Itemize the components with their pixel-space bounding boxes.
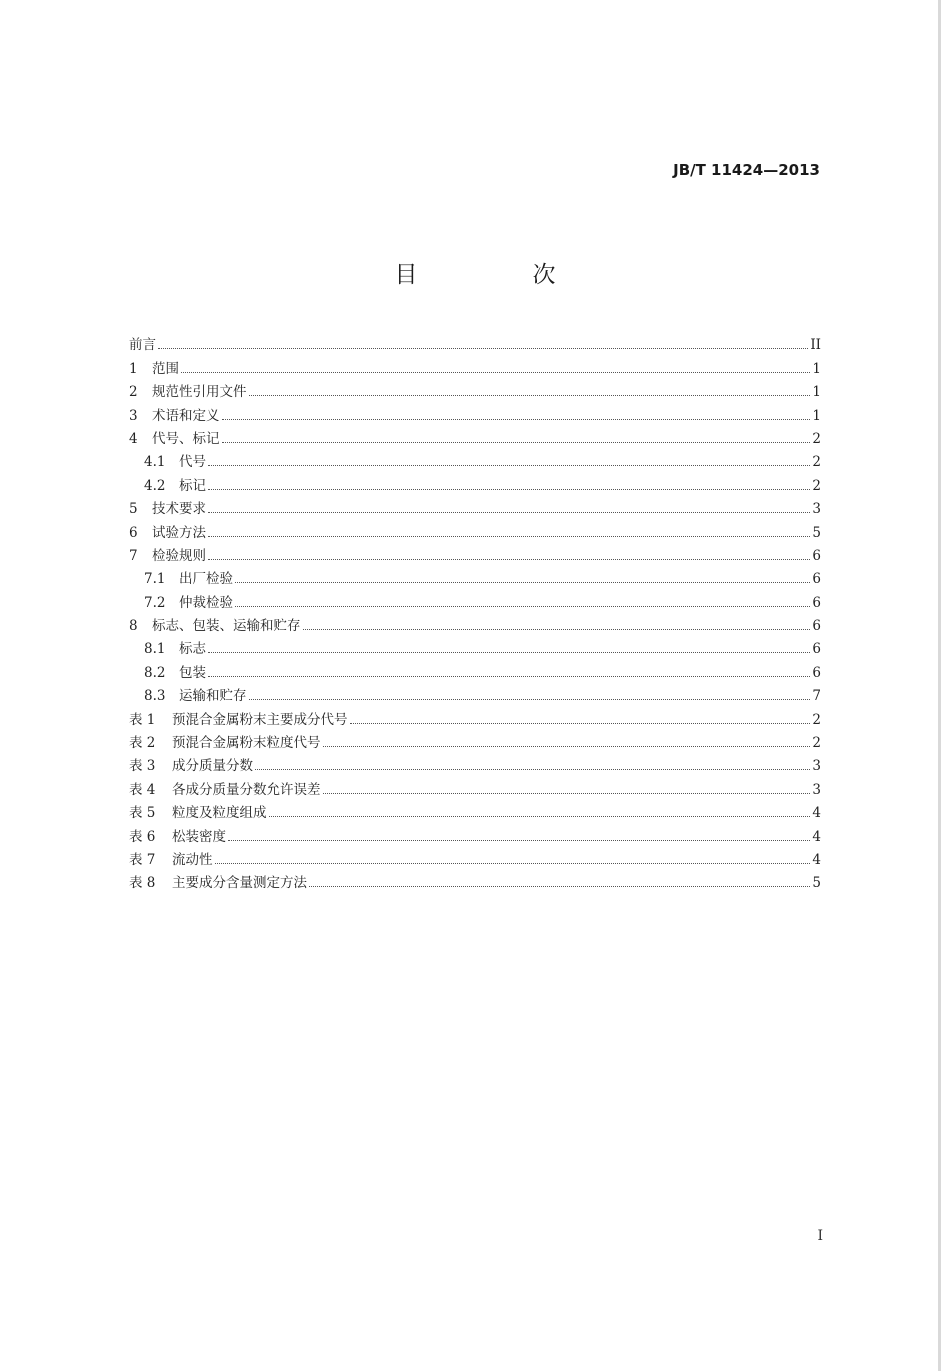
toc-entry-number: 8.2 xyxy=(144,664,166,681)
toc-dot-leader xyxy=(269,815,811,817)
toc-entry-title: 代号、标记 xyxy=(152,430,220,447)
toc-entry-number: 7.1 xyxy=(144,571,166,588)
toc-entry-title: 试验方法 xyxy=(152,524,206,541)
toc-dot-leader xyxy=(208,464,810,466)
toc-title: 目 次 xyxy=(394,262,602,288)
toc-dot-leader xyxy=(249,698,811,700)
toc-entry-page: 7 xyxy=(812,688,821,705)
toc-dot-leader xyxy=(323,745,811,747)
toc-entry-page: 3 xyxy=(812,501,821,518)
toc-entry-page: 2 xyxy=(812,477,821,494)
toc-entry-number: 4 xyxy=(129,430,138,447)
toc-dot-leader xyxy=(255,768,810,770)
toc-entry-page: 6 xyxy=(812,571,821,588)
toc-entry[interactable] xyxy=(129,822,821,845)
toc-entry-number: 8.1 xyxy=(144,641,166,658)
toc-entry-title: 包装 xyxy=(179,664,206,681)
toc-entry-number: 8.3 xyxy=(144,688,166,705)
toc-entry-title: 成分质量分数 xyxy=(172,758,253,775)
toc-entry[interactable] xyxy=(129,378,821,401)
toc-entry-number: 7 xyxy=(129,547,138,564)
toc-entry-number: 表 6 xyxy=(129,828,156,845)
toc-entry[interactable] xyxy=(129,354,821,377)
toc-dot-leader xyxy=(208,651,810,653)
toc-dot-leader xyxy=(222,441,811,443)
toc-entry-page: 3 xyxy=(812,781,821,798)
toc-entry-page: 3 xyxy=(812,758,821,775)
toc-dot-leader xyxy=(215,862,811,864)
toc-entry[interactable] xyxy=(129,542,821,565)
toc-entry-title: 术语和定义 xyxy=(152,407,220,424)
toc-entry-title: 运输和贮存 xyxy=(179,688,247,705)
toc-entry-number: 3 xyxy=(129,407,138,424)
toc-entry-page: 6 xyxy=(812,594,821,611)
toc-entry-title: 出厂检验 xyxy=(179,571,233,588)
toc-entry-page: 4 xyxy=(812,851,821,868)
toc-dot-leader xyxy=(303,628,811,630)
toc-dot-leader xyxy=(222,418,811,420)
toc-entry-number: 7.2 xyxy=(144,594,166,611)
toc-entry-page: 1 xyxy=(812,360,821,377)
toc-dot-leader xyxy=(309,885,810,887)
toc-entry-page: 5 xyxy=(812,875,821,892)
toc-entry-number: 1 xyxy=(129,360,138,377)
toc-entry[interactable] xyxy=(129,612,821,635)
toc-entry-number: 表 3 xyxy=(129,758,156,775)
toc-entry[interactable] xyxy=(129,401,821,424)
toc-entry-title: 预混合金属粉末主要成分代号 xyxy=(172,711,348,728)
toc-entry-page: 5 xyxy=(812,524,821,541)
toc-dot-leader xyxy=(208,488,810,490)
toc-entry[interactable] xyxy=(129,846,821,869)
toc-entry-number: 4.2 xyxy=(144,477,166,494)
toc-entry-title: 前言 xyxy=(129,337,156,354)
toc-dot-leader xyxy=(323,792,811,794)
toc-entry-title: 流动性 xyxy=(172,851,213,868)
toc-entry-page: 2 xyxy=(812,711,821,728)
toc-entry[interactable] xyxy=(129,658,821,681)
toc-entry-title: 松装密度 xyxy=(172,828,226,845)
toc-dot-leader xyxy=(228,839,810,841)
toc-entry-page: 6 xyxy=(812,641,821,658)
toc-entry-number: 表 8 xyxy=(129,875,156,892)
toc-entry-title: 范围 xyxy=(152,360,179,377)
toc-entry-page: 4 xyxy=(812,828,821,845)
toc-entry[interactable] xyxy=(129,752,821,775)
toc-entry[interactable] xyxy=(129,331,821,354)
toc-entry-title: 标志、包装、运输和贮存 xyxy=(152,618,301,635)
page-number: I xyxy=(817,1228,823,1244)
toc-entry[interactable] xyxy=(129,565,821,588)
toc-entry[interactable] xyxy=(129,682,821,705)
toc-entry-title: 技术要求 xyxy=(152,501,206,518)
toc-entry-page: II xyxy=(810,337,821,354)
toc-entry-page: 6 xyxy=(812,664,821,681)
toc-entry-page: 1 xyxy=(812,384,821,401)
toc-entry-title: 检验规则 xyxy=(152,547,206,564)
toc-entry[interactable] xyxy=(129,635,821,658)
toc-entry[interactable] xyxy=(129,775,821,798)
toc-entry-title: 各成分质量分数允许误差 xyxy=(172,781,321,798)
toc-dot-leader xyxy=(158,347,808,349)
toc-entry-number: 表 7 xyxy=(129,851,156,868)
toc-entry-number: 2 xyxy=(129,384,138,401)
toc-dot-leader xyxy=(208,558,810,560)
toc-entry-page: 4 xyxy=(812,805,821,822)
toc-entry[interactable] xyxy=(129,869,821,892)
toc-entry-number: 8 xyxy=(129,618,138,635)
standard-number: JB/T 11424—2013 xyxy=(673,161,820,179)
toc-entry-number: 5 xyxy=(129,501,138,518)
toc-entry-number: 表 5 xyxy=(129,805,156,822)
toc-dot-leader xyxy=(249,394,811,396)
toc-entry[interactable] xyxy=(129,799,821,822)
toc-entry-title: 预混合金属粉末粒度代号 xyxy=(172,735,321,752)
toc-dot-leader xyxy=(235,605,810,607)
toc-entry[interactable] xyxy=(129,588,821,611)
toc-entry-page: 2 xyxy=(812,430,821,447)
toc-entry-title: 粒度及粒度组成 xyxy=(172,805,267,822)
toc-dot-leader xyxy=(235,581,810,583)
toc-entry-number: 表 2 xyxy=(129,735,156,752)
toc-entry-title: 代号 xyxy=(179,454,206,471)
toc-entry[interactable] xyxy=(129,705,821,728)
page-edge-shadow xyxy=(938,0,941,1371)
toc-dot-leader xyxy=(181,371,810,373)
toc-entry-page: 6 xyxy=(812,547,821,564)
toc-entry-title: 标志 xyxy=(179,641,206,658)
toc-entry-number: 6 xyxy=(129,524,138,541)
toc-entry-title: 仲裁检验 xyxy=(179,594,233,611)
toc-entry-title: 规范性引用文件 xyxy=(152,384,247,401)
toc-dot-leader xyxy=(208,675,810,677)
toc-entry-number: 4.1 xyxy=(144,454,166,471)
toc-entry-title: 标记 xyxy=(179,477,206,494)
table-of-contents xyxy=(129,331,821,892)
toc-entry[interactable] xyxy=(129,471,821,494)
toc-dot-leader xyxy=(208,535,810,537)
toc-entry[interactable] xyxy=(129,729,821,752)
toc-entry-page: 6 xyxy=(812,618,821,635)
toc-dot-leader xyxy=(208,511,810,513)
toc-entry[interactable] xyxy=(129,518,821,541)
toc-entry-title: 主要成分含量测定方法 xyxy=(172,875,307,892)
toc-entry-number: 表 1 xyxy=(129,711,156,728)
toc-entry[interactable] xyxy=(129,425,821,448)
toc-dot-leader xyxy=(350,722,811,724)
toc-entry[interactable] xyxy=(129,448,821,471)
toc-entry-number: 表 4 xyxy=(129,781,156,798)
toc-entry-page: 1 xyxy=(812,407,821,424)
toc-entry-page: 2 xyxy=(812,735,821,752)
toc-entry[interactable] xyxy=(129,495,821,518)
toc-entry-page: 2 xyxy=(812,454,821,471)
